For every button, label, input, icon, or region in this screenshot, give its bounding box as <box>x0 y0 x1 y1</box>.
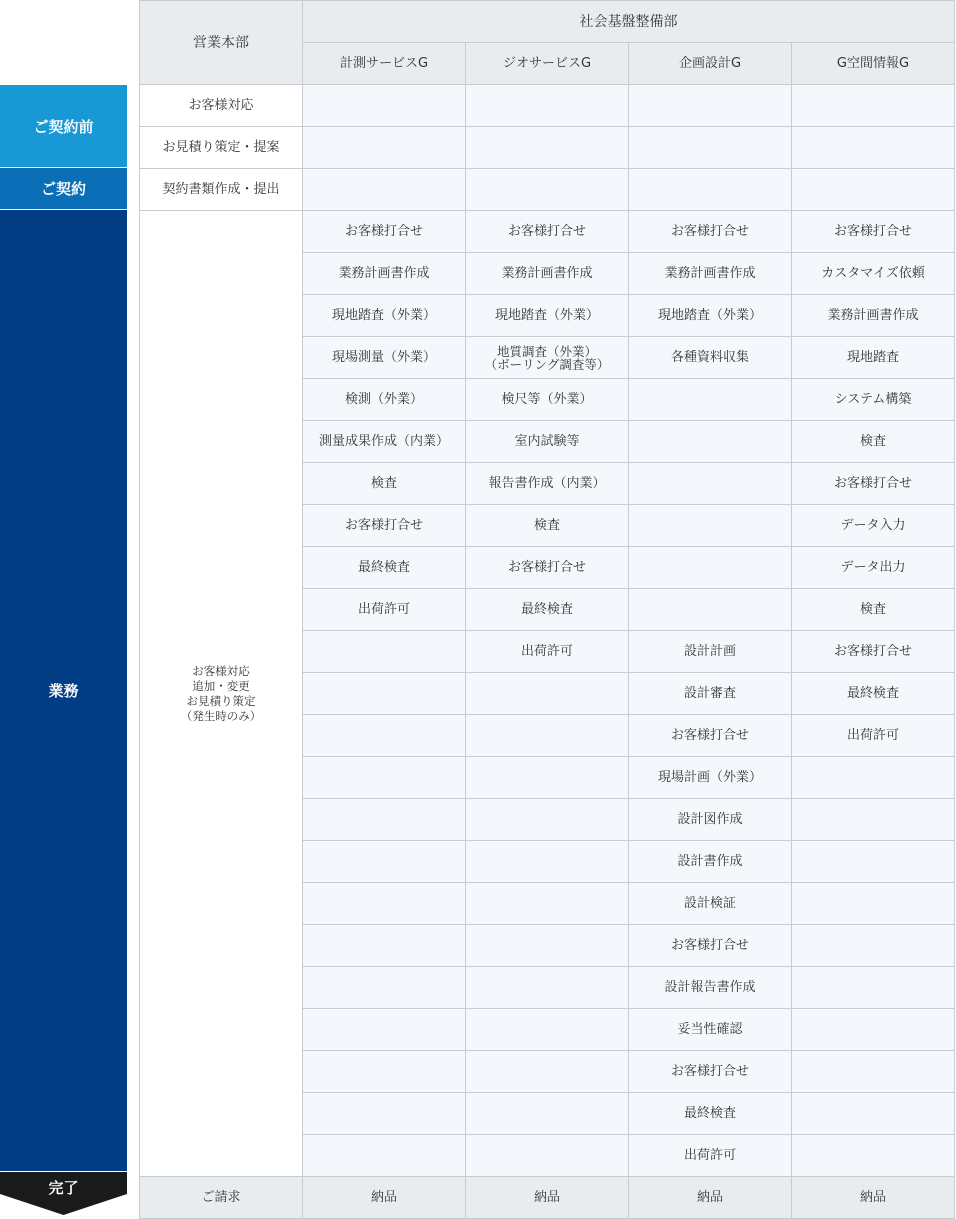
work-step <box>466 337 629 379</box>
work-step: 現地踏査 <box>792 337 955 379</box>
work-step: 検査 <box>466 505 629 547</box>
work-step: 業務計画書作成 <box>629 253 792 295</box>
empty-cell <box>629 463 792 505</box>
empty-cell <box>303 799 466 841</box>
work-step: 業務計画書作成 <box>466 253 629 295</box>
work-step: 検査 <box>303 463 466 505</box>
empty-cell <box>629 127 792 169</box>
work-step: 現地踏査（外業） <box>629 295 792 337</box>
work-step: 各種資料収集 <box>629 337 792 379</box>
phase-contract <box>0 168 127 209</box>
empty-cell <box>792 1093 955 1135</box>
work-step: 検査 <box>792 589 955 631</box>
empty-cell <box>792 799 955 841</box>
work-step: 業務計画書作成 <box>303 253 466 295</box>
work-step: お客様打合せ <box>466 547 629 589</box>
work-step: 現場計画（外業） <box>629 757 792 799</box>
table-row <box>140 85 955 127</box>
work-step: 検尺等（外業） <box>466 379 629 421</box>
work-step: 業務計画書作成 <box>792 295 955 337</box>
empty-cell <box>629 379 792 421</box>
empty-cell <box>792 1009 955 1051</box>
work-step: 設計検証 <box>629 883 792 925</box>
empty-cell <box>792 967 955 1009</box>
sales-work-note-line: お客様対応 <box>192 663 250 678</box>
header-sales-dept: 営業本部 <box>140 1 303 85</box>
header-group: 企画設計G <box>629 43 792 85</box>
work-step: 現地踏査（外業） <box>466 295 629 337</box>
work-step: 設計計画 <box>629 631 792 673</box>
empty-cell <box>303 1009 466 1051</box>
empty-cell <box>466 127 629 169</box>
work-step: お客様打合せ <box>792 463 955 505</box>
empty-cell <box>303 967 466 1009</box>
empty-cell <box>466 883 629 925</box>
table-row <box>140 211 955 253</box>
empty-cell <box>303 841 466 883</box>
phase-pre-contract-label: ご契約前 <box>33 117 94 136</box>
work-step: データ入力 <box>792 505 955 547</box>
empty-cell <box>466 715 629 757</box>
header-group: 計測サービスG <box>303 43 466 85</box>
empty-cell <box>466 85 629 127</box>
empty-cell <box>466 799 629 841</box>
work-step: お客様打合せ <box>629 715 792 757</box>
empty-cell <box>629 547 792 589</box>
empty-cell <box>466 757 629 799</box>
empty-cell <box>466 169 629 211</box>
work-step: お客様打合せ <box>303 505 466 547</box>
empty-cell <box>466 1093 629 1135</box>
work-step: 現場測量（外業） <box>303 337 466 379</box>
work-step: システム構築 <box>792 379 955 421</box>
work-step: 設計書作成 <box>629 841 792 883</box>
sales-work-note-line: （発生時のみ） <box>180 708 262 723</box>
empty-cell <box>792 1135 955 1177</box>
empty-cell <box>303 1051 466 1093</box>
work-step: お客様打合せ <box>466 211 629 253</box>
empty-cell <box>303 673 466 715</box>
work-step: 報告書作成（内業） <box>466 463 629 505</box>
empty-cell <box>792 169 955 211</box>
work-step: 出荷許可 <box>303 589 466 631</box>
workflow-table <box>139 0 955 1219</box>
empty-cell <box>466 841 629 883</box>
phase-contract-label: ご契約 <box>40 180 86 198</box>
work-step: 設計報告書作成 <box>629 967 792 1009</box>
empty-cell <box>303 169 466 211</box>
empty-cell <box>303 85 466 127</box>
empty-cell <box>629 505 792 547</box>
empty-cell <box>303 1093 466 1135</box>
work-step: お客様打合せ <box>792 211 955 253</box>
empty-cell <box>629 169 792 211</box>
empty-cell <box>466 673 629 715</box>
work-step: 検査 <box>792 421 955 463</box>
empty-cell <box>466 1135 629 1177</box>
empty-cell <box>466 967 629 1009</box>
empty-cell <box>466 1009 629 1051</box>
header-group: G空間情報G <box>792 43 955 85</box>
work-step: お客様打合せ <box>629 211 792 253</box>
work-step: 現地踏査（外業） <box>303 295 466 337</box>
work-step: 設計図作成 <box>629 799 792 841</box>
sales-step: 契約書類作成・提出 <box>140 169 303 211</box>
header-infra-dept: 社会基盤整備部 <box>303 1 955 43</box>
work-step: データ出力 <box>792 547 955 589</box>
work-step: 検測（外業） <box>303 379 466 421</box>
phase-done-label: 完了 <box>48 1179 79 1197</box>
work-step: お客様打合せ <box>303 211 466 253</box>
sales-step: お見積り策定・提案 <box>140 127 303 169</box>
empty-cell <box>792 1051 955 1093</box>
empty-cell <box>792 127 955 169</box>
work-step-line: （ボーリング調査等） <box>484 356 610 372</box>
work-step: 納品 <box>466 1177 629 1219</box>
work-step: 納品 <box>629 1177 792 1219</box>
work-step: 出荷許可 <box>629 1135 792 1177</box>
work-step: 納品 <box>792 1177 955 1219</box>
work-step-line: 地質調査（外業） <box>496 343 597 359</box>
work-step: 納品 <box>303 1177 466 1219</box>
sales-step: ご請求 <box>140 1177 303 1219</box>
empty-cell <box>629 421 792 463</box>
empty-cell <box>792 757 955 799</box>
sales-work-note-line: お見積り策定 <box>186 693 256 708</box>
work-step: 出荷許可 <box>466 631 629 673</box>
work-step: 室内試験等 <box>466 421 629 463</box>
work-step: 設計審査 <box>629 673 792 715</box>
sales-work-note-line: 追加・変更 <box>192 678 250 693</box>
sales-work-note <box>140 211 303 1177</box>
work-step: 最終検査 <box>466 589 629 631</box>
work-step: お客様打合せ <box>629 925 792 967</box>
work-step: カスタマイズ依頼 <box>792 253 955 295</box>
work-step: お客様打合せ <box>629 1051 792 1093</box>
empty-cell <box>792 883 955 925</box>
empty-cell <box>466 925 629 967</box>
work-step: 最終検査 <box>629 1093 792 1135</box>
empty-cell <box>303 883 466 925</box>
empty-cell <box>303 631 466 673</box>
phase-done <box>0 1172 127 1215</box>
work-step: 測量成果作成（内業） <box>303 421 466 463</box>
empty-cell <box>629 589 792 631</box>
sales-step: お客様対応 <box>140 85 303 127</box>
work-step: 最終検査 <box>792 673 955 715</box>
empty-cell <box>466 1051 629 1093</box>
empty-cell <box>303 1135 466 1177</box>
table-row-done <box>140 1177 955 1219</box>
empty-cell <box>303 757 466 799</box>
work-step: 妥当性確認 <box>629 1009 792 1051</box>
work-step: 出荷許可 <box>792 715 955 757</box>
empty-cell <box>792 85 955 127</box>
header-group: ジオサービスG <box>466 43 629 85</box>
phase-pre-contract <box>0 85 127 167</box>
work-step: お客様打合せ <box>792 631 955 673</box>
empty-cell <box>303 925 466 967</box>
work-step: 最終検査 <box>303 547 466 589</box>
empty-cell <box>303 127 466 169</box>
empty-cell <box>629 85 792 127</box>
phase-work <box>0 210 127 1171</box>
table-row <box>140 169 955 211</box>
empty-cell <box>792 841 955 883</box>
table-row <box>140 127 955 169</box>
empty-cell <box>303 715 466 757</box>
phase-work-label: 業務 <box>48 682 79 700</box>
empty-cell <box>792 925 955 967</box>
